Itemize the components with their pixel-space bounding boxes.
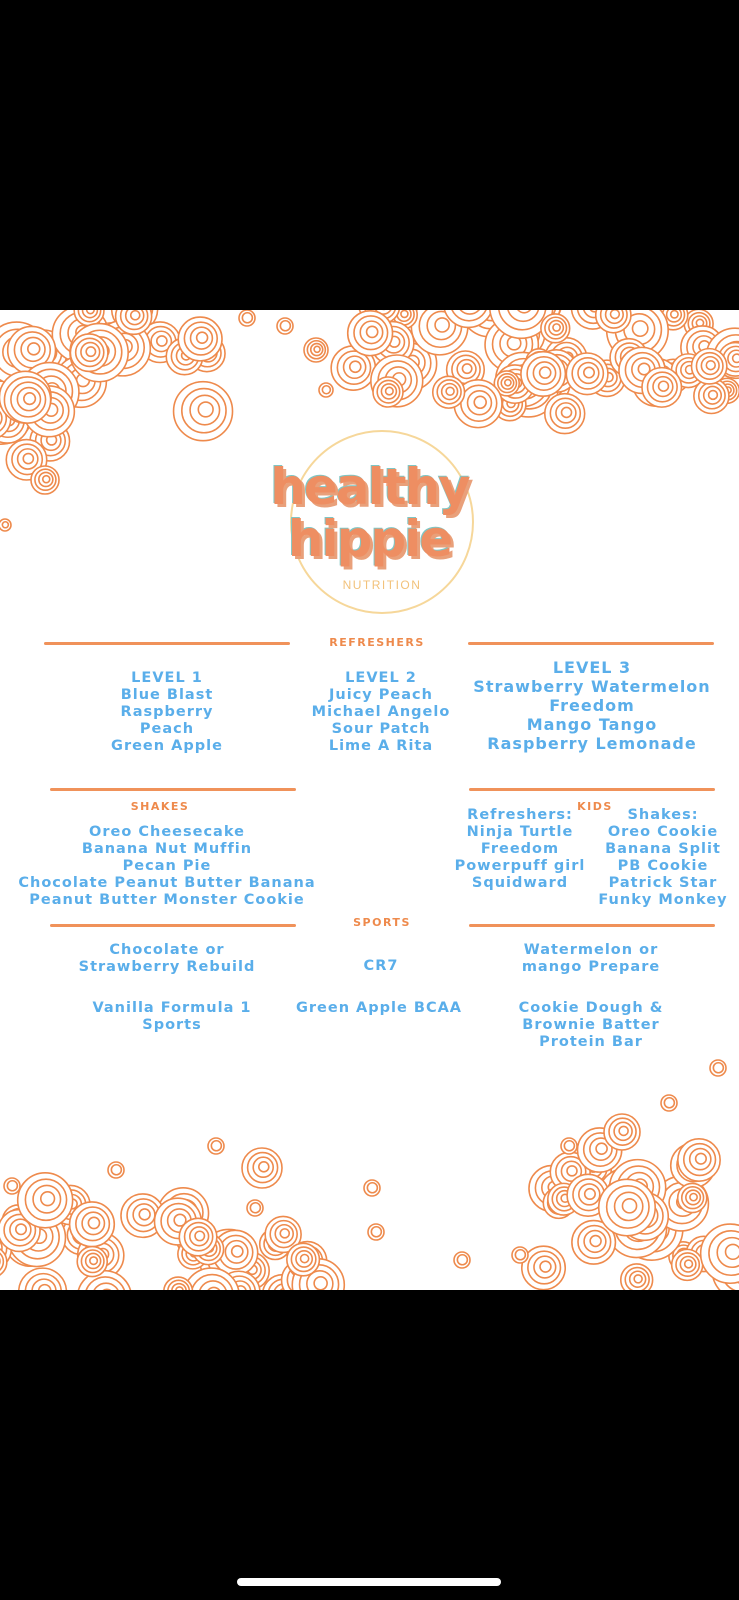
menu-item-line: Watermelon or	[523, 942, 659, 958]
menu-item: Banana Nut Muffin	[81, 841, 253, 857]
swirl-decoration	[70, 1202, 115, 1247]
swirl-decoration	[77, 1247, 107, 1277]
menu-item-line: Green Apple BCAA	[295, 1000, 463, 1016]
section-title-kids: KIDS	[577, 800, 613, 813]
swirl-decoration	[247, 1200, 263, 1216]
refreshers-level3-column	[467, 658, 717, 753]
menu-item: Squidward	[471, 875, 569, 891]
swirl-decoration	[277, 318, 293, 334]
section-title-refreshers: REFRESHERS	[329, 636, 425, 649]
swirl-decoration	[604, 1114, 640, 1150]
menu-item: Pecan Pie	[122, 858, 212, 874]
swirl-decoration	[19, 1268, 67, 1290]
section-title-sports: SPORTS	[353, 916, 411, 929]
menu-item-line: Brownie Batter	[522, 1017, 660, 1033]
menu-item: Blue Blast	[120, 687, 214, 703]
menu-item: Strawberry Watermelon	[473, 677, 711, 696]
menu-item: Lime A Rita	[328, 738, 434, 754]
sports-item-bcaa	[289, 1000, 469, 1017]
swirl-decoration	[672, 1249, 703, 1280]
menu-item: Freedom	[549, 696, 635, 715]
menu-item: Peanut Butter Monster Cookie	[29, 892, 305, 908]
menu-item: Sour Patch	[331, 721, 431, 737]
level3-heading: LEVEL 3	[552, 658, 632, 677]
divider	[469, 924, 715, 927]
swirl-decoration	[208, 1138, 224, 1154]
menu-item: Raspberry	[120, 704, 214, 720]
swirl-decoration	[348, 311, 393, 356]
divider	[50, 924, 296, 927]
swirl-decoration	[319, 383, 333, 397]
menu-item-line: Cookie Dough &	[518, 1000, 664, 1016]
menu-item: Funky Monkey	[598, 892, 728, 908]
menu-item-line: Chocolate or	[109, 942, 225, 958]
sports-item-prepare	[491, 942, 691, 976]
swirl-decoration	[178, 317, 222, 361]
menu-item: Oreo Cheesecake	[89, 824, 245, 840]
swirl-decoration	[242, 1148, 282, 1188]
menu-item: Chocolate Peanut Butter Banana	[18, 875, 316, 891]
home-indicator[interactable]	[237, 1578, 501, 1586]
swirl-decoration	[304, 338, 328, 362]
swirl-decoration	[433, 376, 465, 408]
kids-shakes-column	[598, 807, 728, 909]
logo-subtitle: NUTRITION	[342, 578, 422, 592]
swirl-decoration	[521, 352, 566, 397]
swirl-decoration	[561, 1138, 577, 1154]
menu-item-line: mango Prepare	[521, 959, 661, 975]
swirl-decoration	[368, 1224, 384, 1240]
section-title-shakes: SHAKES	[130, 800, 190, 813]
menu-item-line: Protein Bar	[539, 1034, 643, 1050]
refreshers-level1-column	[77, 670, 257, 755]
menu-item-line: CR7	[363, 958, 399, 974]
menu-image	[0, 310, 739, 1290]
menu-item-line: Vanilla Formula 1	[92, 1000, 252, 1016]
divider	[468, 642, 714, 645]
menu-item: PB Cookie	[617, 858, 709, 874]
menu-item: Banana Split	[605, 841, 721, 857]
menu-item-line: Sports	[142, 1017, 202, 1033]
shakes-column	[17, 824, 317, 909]
swirl-decoration	[512, 1247, 528, 1263]
swirl-decoration	[364, 1180, 380, 1196]
swirl-decoration	[678, 1183, 707, 1212]
swirl-decoration	[70, 334, 108, 372]
swirl-decoration	[239, 310, 255, 326]
divider	[469, 788, 715, 791]
swirl-decoration	[701, 1224, 739, 1283]
menu-item: Oreo Cookie	[607, 824, 719, 840]
swirl-decoration	[179, 1218, 217, 1256]
sports-item-formula1	[72, 1000, 272, 1034]
level1-heading: LEVEL 1	[131, 670, 203, 686]
kids-refreshers-column	[450, 807, 590, 892]
menu-item-line: Strawberry Rebuild	[78, 959, 256, 975]
refreshers-level2-column	[281, 670, 481, 755]
logo-word-hippie: hippie	[287, 510, 452, 568]
menu-item: Ninja Turtle	[466, 824, 574, 840]
divider	[50, 788, 296, 791]
menu-item: Freedom	[480, 841, 560, 857]
swirl-decoration	[678, 1139, 720, 1181]
swirl-decoration	[287, 1243, 320, 1276]
divider	[44, 642, 290, 645]
swirl-decoration	[691, 349, 726, 384]
swirl-decoration	[4, 1178, 20, 1194]
logo-word-healthy: healthy	[270, 458, 469, 516]
menu-item: Powerpuff girl	[454, 858, 586, 874]
kids-shakes-heading: Shakes:	[627, 807, 699, 823]
swirl-decoration	[18, 1173, 73, 1228]
menu-item: Patrick Star	[608, 875, 718, 891]
swirl-decoration	[174, 382, 233, 441]
swirl-decoration	[621, 1264, 653, 1290]
menu-item: Peach	[139, 721, 195, 737]
sports-item-cr7	[301, 958, 461, 975]
menu-item: Michael Angelo	[311, 704, 451, 720]
menu-item: Juicy Peach	[329, 687, 433, 703]
swirl-decoration	[566, 353, 608, 395]
swirl-decoration	[710, 1060, 726, 1076]
swirl-decoration	[545, 394, 585, 434]
menu-item: Mango Tango	[526, 715, 658, 734]
level2-heading: LEVEL 2	[345, 670, 417, 686]
menu-item: Green Apple	[111, 738, 223, 754]
swirl-decoration	[373, 377, 403, 407]
sports-item-rebuild	[67, 942, 267, 976]
sports-item-protein-bar	[491, 1000, 691, 1051]
swirl-decoration	[541, 314, 570, 343]
swirl-decoration	[4, 377, 50, 423]
swirl-decoration	[661, 1095, 677, 1111]
swirl-decoration	[108, 1162, 124, 1178]
kids-refreshers-heading: Refreshers:	[467, 807, 573, 823]
menu-item: Raspberry Lemonade	[487, 734, 697, 753]
swirl-decoration	[642, 368, 681, 407]
swirl-decoration	[599, 1179, 655, 1235]
swirl-decoration	[454, 1252, 470, 1268]
